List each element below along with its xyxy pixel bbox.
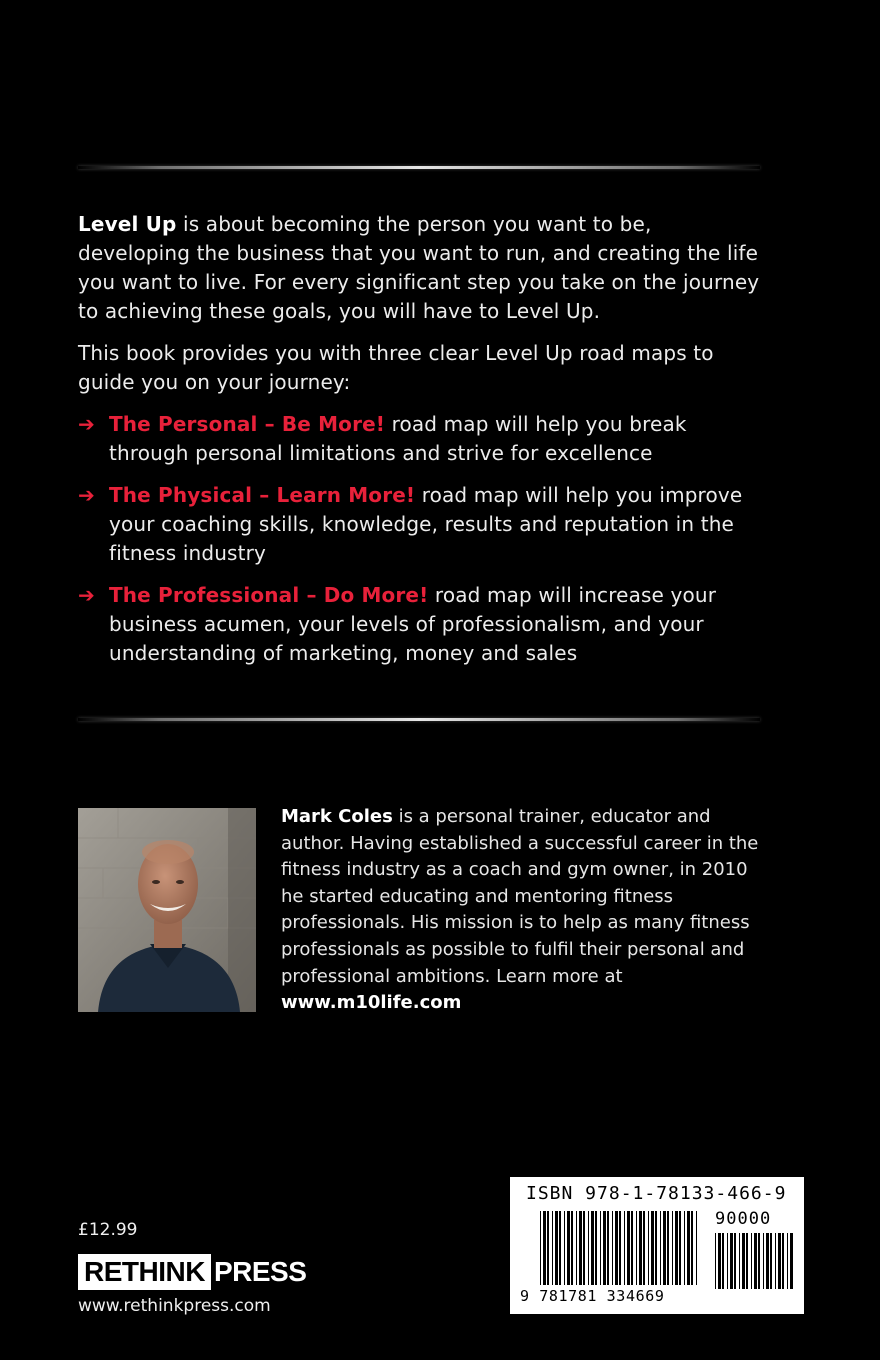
barcode-bar [547, 1211, 549, 1285]
roadmaps-intro-paragraph: This book provides you with three clear Level Up road maps to guide you on your journey: [78, 341, 714, 394]
barcode-bar [643, 1211, 645, 1285]
back-cover-blurb [78, 210, 768, 681]
barcode-bar [679, 1211, 681, 1285]
road-map-title: The Personal – Be More! [109, 412, 386, 436]
barcode-bar [715, 1233, 716, 1289]
barcode-bar [619, 1211, 621, 1285]
barcode-addon-digits: 90000 [715, 1209, 772, 1229]
barcode-bar [790, 1233, 793, 1289]
barcode-bar [555, 1211, 558, 1285]
barcode-bar [615, 1211, 618, 1285]
arrow-icon: ➔ [78, 483, 95, 507]
barcode-bar [607, 1211, 609, 1285]
barcode-bar [787, 1233, 788, 1289]
barcode-bar [595, 1211, 597, 1285]
barcode-bar [751, 1233, 752, 1289]
barcode-bar [691, 1211, 693, 1285]
barcode-bar [687, 1211, 690, 1285]
barcode-bar [778, 1233, 781, 1289]
barcode-bar [766, 1233, 769, 1289]
barcode-bar [655, 1211, 657, 1285]
barcode-bar [660, 1211, 661, 1285]
barcode-bar [648, 1211, 649, 1285]
isbn-label: ISBN 978-1-78133-466-9 [526, 1183, 787, 1204]
barcode-bar [722, 1233, 724, 1289]
barcode-bar [758, 1233, 760, 1289]
barcode-bar [624, 1211, 625, 1285]
barcode-bar [591, 1211, 594, 1285]
barcode-bar [727, 1233, 728, 1289]
barcode-bar [600, 1211, 601, 1285]
barcode-bar [675, 1211, 678, 1285]
barcode-bar [639, 1211, 642, 1285]
barcode-bar [583, 1211, 585, 1285]
road-map-item [78, 481, 768, 568]
barcode-bar [730, 1233, 733, 1289]
barcode-bar [552, 1211, 553, 1285]
barcode-bar [775, 1233, 776, 1289]
barcode-bar [782, 1233, 784, 1289]
top-divider [78, 166, 760, 169]
publisher-website[interactable]: www.rethinkpress.com [78, 1296, 271, 1316]
publisher-logo-rethink: RETHINK [78, 1254, 211, 1290]
author-website-link[interactable]: www.m10life.com [281, 992, 462, 1014]
barcode-ean-digits: 9 781781 334669 [520, 1287, 665, 1305]
barcode-bar [571, 1211, 573, 1285]
barcode-bar [564, 1211, 565, 1285]
barcode-bar [770, 1233, 772, 1289]
arrow-icon: ➔ [78, 412, 95, 436]
road-map-item [78, 581, 768, 668]
road-map-text: road map will increase your business acumen, your levels of professionalism, and your understanding of marketing, money and sales [109, 583, 717, 665]
barcode-bar [651, 1211, 654, 1285]
road-map-title: The Professional – Do More! [109, 583, 429, 607]
arrow-icon: ➔ [78, 583, 95, 607]
barcode-bar [734, 1233, 736, 1289]
book-title-inline: Level Up [78, 212, 177, 236]
publisher-logo [78, 1254, 306, 1290]
barcode-bar [696, 1211, 697, 1285]
middle-divider [78, 718, 760, 721]
author-photo [78, 808, 256, 1012]
publisher-logo-press: PRESS [213, 1256, 307, 1287]
road-map-title: The Physical – Learn More! [109, 483, 416, 507]
author-bio-text: is a personal trainer, educator and author. Having established a successful career in the fitness industry as a coach and gym owner, in 2010 he started educating and mentoring fitness professionals. His mission is to help as many fitness professionals as possible to fulfil their personal and professional ambitions. Learn more at [281, 806, 759, 987]
road-map-text: road map will help you improve your coaching skills, knowledge, results and reputation in the fitness industry [109, 483, 743, 565]
barcode-bar [742, 1233, 745, 1289]
isbn-barcode [510, 1177, 804, 1314]
barcode-bar [718, 1233, 721, 1289]
barcode-bar [579, 1211, 582, 1285]
barcode-bar [559, 1211, 561, 1285]
barcode-bar [739, 1233, 740, 1289]
barcode-bar [627, 1211, 630, 1285]
barcode-bar [540, 1211, 541, 1285]
barcode-bar [576, 1211, 577, 1285]
barcode-bar [672, 1211, 673, 1285]
barcode-bar [603, 1211, 606, 1285]
barcode-bar [746, 1233, 748, 1289]
price: £12.99 [78, 1220, 138, 1240]
author-name: Mark Coles [281, 806, 393, 827]
barcode-bar [588, 1211, 589, 1285]
intro-text: is about becoming the person you want to be, developing the business that you want to run, and creating the life you want to live. For every significant step you take on the journey to achieving these goals, you will have to Level Up. [78, 212, 760, 323]
author-bio [281, 804, 766, 1017]
intro-paragraph [78, 210, 768, 326]
barcode-bar [636, 1211, 637, 1285]
barcode-bar [631, 1211, 633, 1285]
barcode-bar [612, 1211, 613, 1285]
barcode-bar [543, 1211, 546, 1285]
road-map-item [78, 410, 768, 468]
barcode-bar [663, 1211, 666, 1285]
barcode-bar [667, 1211, 669, 1285]
barcode-bar [754, 1233, 757, 1289]
barcode-bar [567, 1211, 570, 1285]
barcode-bar [684, 1211, 685, 1285]
barcode-bar [763, 1233, 764, 1289]
road-map-text: road map will help you break through personal limitations and strive for excellence [109, 412, 687, 465]
